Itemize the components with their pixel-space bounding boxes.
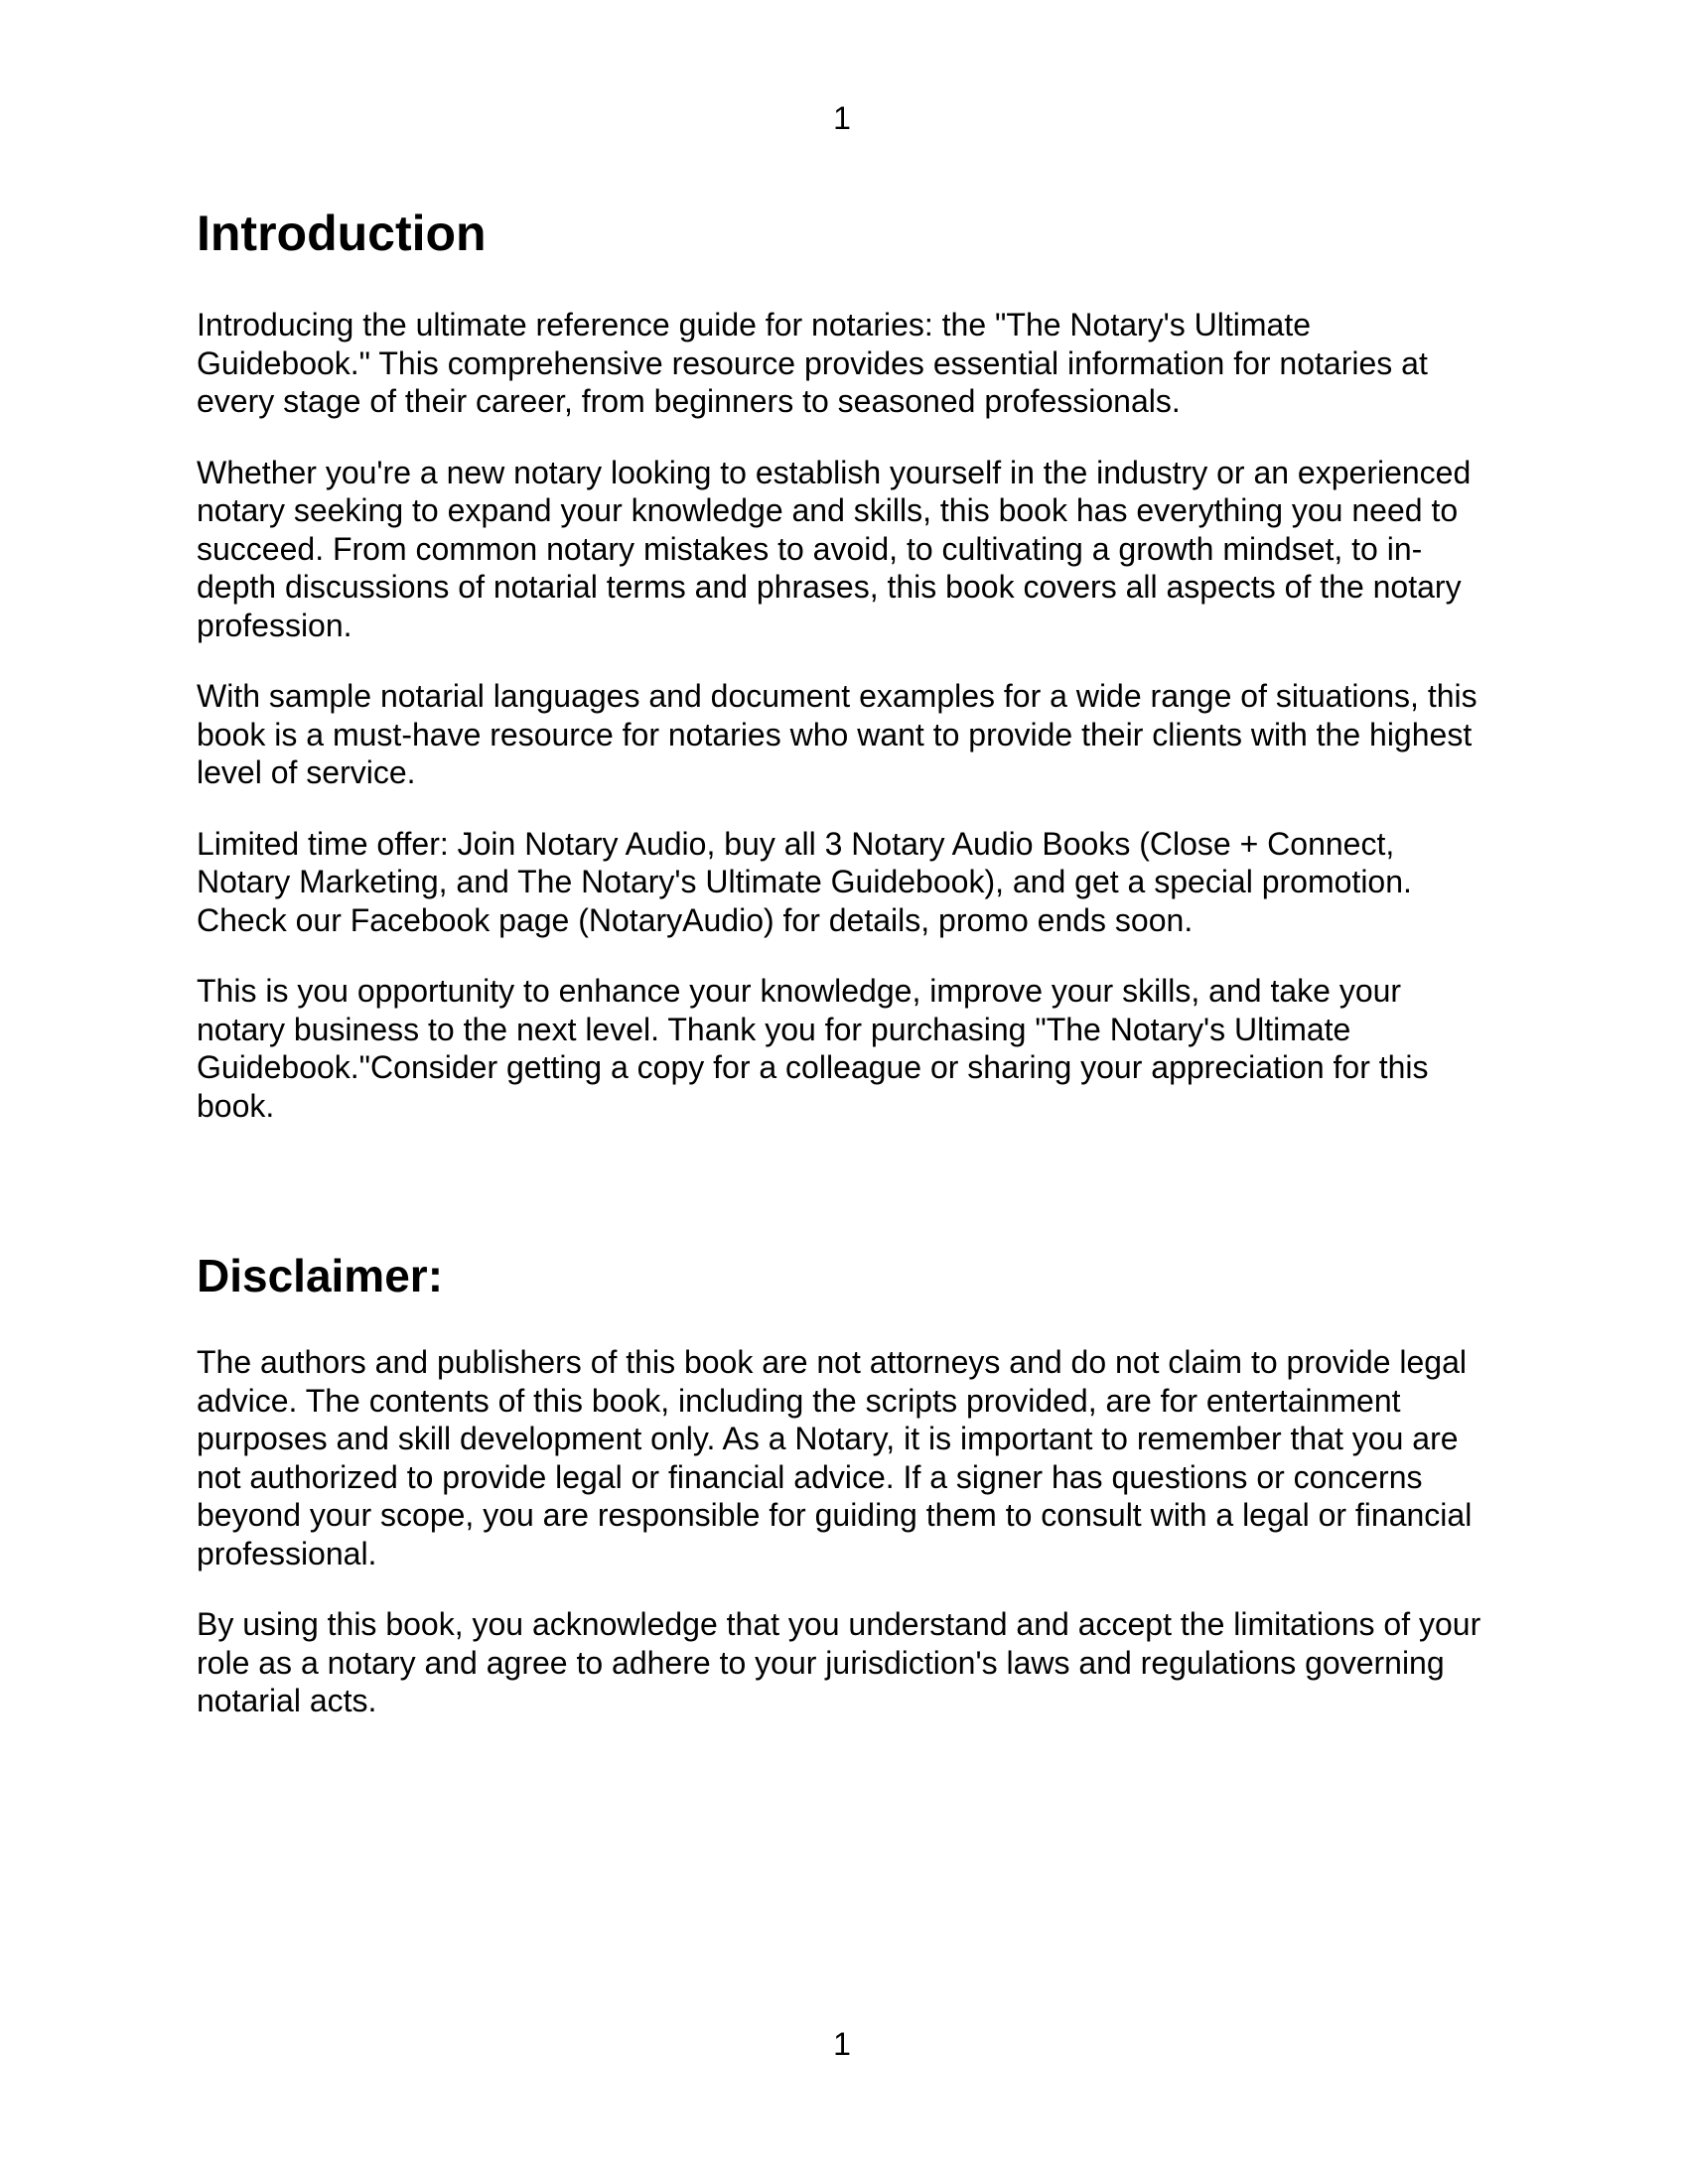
page-number-bottom: 1 — [833, 2025, 851, 2062]
intro-heading: Introduction — [197, 205, 487, 261]
intro-paragraph-2: Whether you're a new notary looking to establish yourself in the industry or an experienced notary seeking to expand your knowledge and skills, this book has everything you need to succeed. From common notary mistakes to avoid, to cultivating a growth mindset, to in-depth discussions of notarial terms and phrases, this book covers all aspects of the notary profession. — [197, 454, 1472, 643]
disclaimer-paragraph-1: The authors and publishers of this book are not attorneys and do not claim to provide legal advice. The contents of this book, including the scripts provided, are for entertainment purposes and skill development only. As a Notary, it is important to remember that you are not authorized to provide legal or financial advice. If a signer has questions or concerns beyond your scope, you are responsible for guiding them to consult with a legal or financial professional. — [197, 1344, 1473, 1571]
disclaimer-heading: Disclaimer: — [197, 1250, 444, 1301]
page-number-top: 1 — [833, 100, 851, 136]
disclaimer-paragraph-2: By using this book, you acknowledge that you understand and accept the limitations of your role as a notary and agree to adhere to your jurisdiction's laws and regulations governing notarial acts. — [197, 1606, 1481, 1718]
intro-paragraph-3: With sample notarial languages and document examples for a wide range of situations, this book is a must-have resource for notaries who want to provide their clients with the highest level of service. — [197, 678, 1477, 790]
intro-paragraph-4: Limited time offer: Join Notary Audio, buy all 3 Notary Audio Books (Close + Connect, Notary Marketing, and The Notary's Ultimate Guidebook), and get a special promotion. Check our Facebook page (NotaryAudio) for details, promo ends soon. — [197, 825, 1412, 938]
intro-paragraph-5: This is you opportunity to enhance your knowledge, improve your skills, and take your notary business to the next level. Thank you for purchasing "The Notary's Ultimate Guidebook."Consider getting a copy for a colleague or sharing your appreciation for this book. — [197, 973, 1429, 1124]
intro-paragraph-1: Introducing the ultimate reference guide for notaries: the "The Notary's Ultimate Guidebook." This comprehensive resource provides essential information for notaries at every stage of their career, from beginners to seasoned professionals. — [197, 307, 1428, 419]
